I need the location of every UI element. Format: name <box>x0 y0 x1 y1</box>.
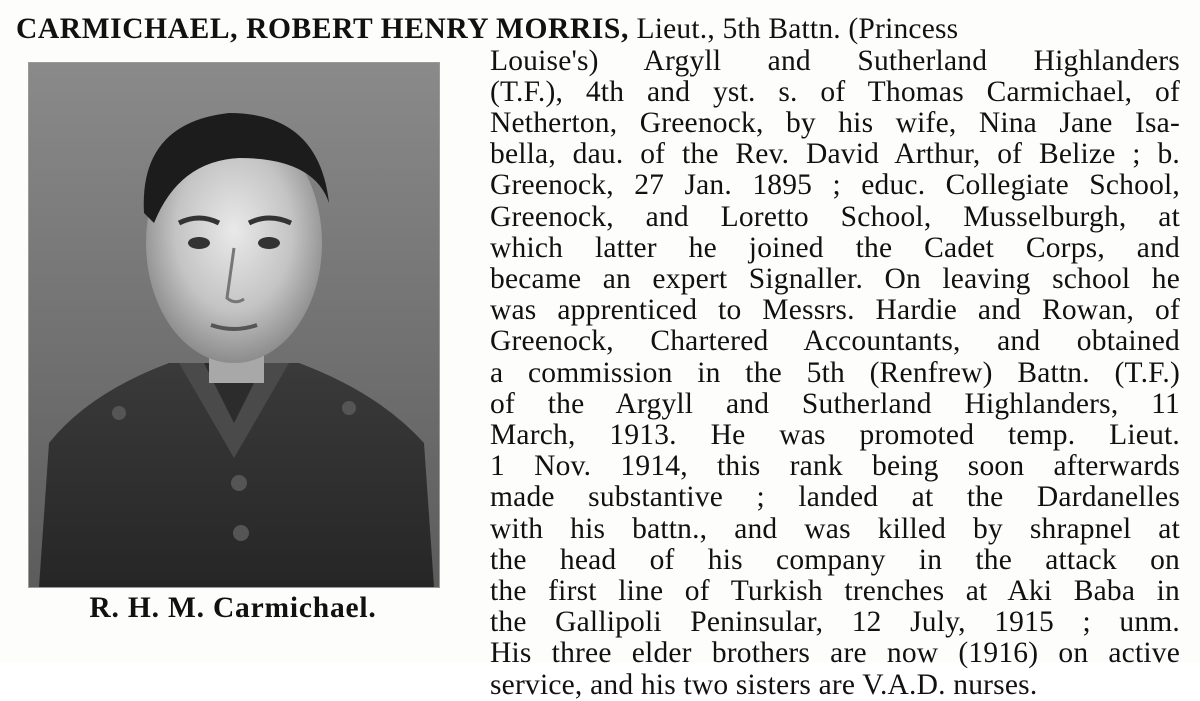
entry-body-line: Netherton, Greenock, by his wife, Nina Jane Isa- <box>490 108 1180 140</box>
entry-body-line: a commission in the 5th (Renfrew) Battn. (T.F.) <box>490 358 1180 390</box>
entry-first-line <box>16 14 958 46</box>
entry-body-line: March, 1913. He was promoted temp. Lieut. <box>490 420 1180 452</box>
entry-body-line: service, and his two sisters are V.A.D. nurses. <box>490 670 1180 701</box>
entry-body-line: Greenock, 27 Jan. 1895 ; educ. Collegiate School, <box>490 170 1180 202</box>
entry-body-line: Louise's) Argyll and Sutherland Highlanders <box>490 46 1180 78</box>
entry-body-line: with his battn., and was killed by shrapnel at <box>490 514 1180 546</box>
entry-body-line: was apprenticed to Messrs. Hardie and Rowan, of <box>490 295 1180 327</box>
entry-heading: CARMICHAEL, ROBERT HENRY MORRIS, <box>16 13 629 45</box>
entry-body-line: (T.F.), 4th and yst. s. of Thomas Carmichael, of <box>490 77 1180 109</box>
entry-body-line: His three elder brothers are now (1916) on active <box>490 638 1180 670</box>
entry-body-line: 1 Nov. 1914, this rank being soon afterwards <box>490 451 1180 483</box>
entry-body-line: Greenock, and Loretto School, Musselburgh, at <box>490 202 1180 234</box>
entry-body-line: made substantive ; landed at the Dardanelles <box>490 482 1180 514</box>
portrait-image <box>29 63 439 587</box>
entry-body-line: which latter he joined the Cadet Corps, and <box>490 233 1180 265</box>
entry-body-line: the first line of Turkish trenches at Aki Baba in <box>490 576 1180 608</box>
entry-body-line: became an expert Signaller. On leaving school he <box>490 264 1180 296</box>
entry-body-line: of the Argyll and Sutherland Highlanders, 11 <box>490 389 1180 421</box>
portrait-photo <box>28 62 440 588</box>
entry-body-line: the Gallipoli Peninsular, 12 July, 1915 ; unm. <box>490 607 1180 639</box>
entry-first-line-rest: Lieut., 5th Battn. (Princess <box>637 13 959 45</box>
portrait-caption: R. H. M. Carmichael. <box>28 592 438 625</box>
entry-body-line: the head of his company in the attack on <box>490 545 1180 577</box>
entry-body-line: bella, dau. of the Rev. David Arthur, of Belize ; b. <box>490 139 1180 171</box>
entry-body-line: Greenock, Chartered Accountants, and obtained <box>490 326 1180 358</box>
